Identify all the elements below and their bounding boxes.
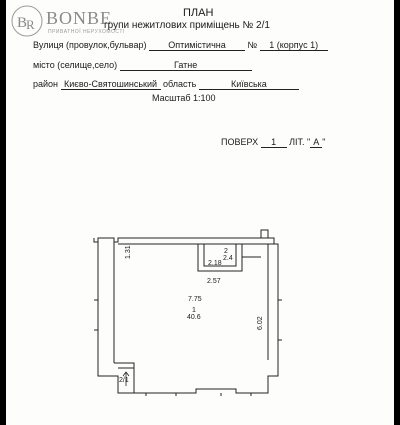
entrance-label: 2/1: [119, 377, 129, 384]
district-value: Києво-Святошинський: [61, 79, 161, 90]
logo-brand: BONBE: [46, 8, 113, 28]
room-1-area: 40.6: [187, 314, 201, 321]
oblast-label: область: [163, 79, 197, 89]
window-top: [261, 230, 268, 238]
dim-room2-width: 2.18: [208, 260, 222, 267]
floor-value: 1: [261, 137, 287, 148]
district-label: район: [33, 79, 59, 89]
room-2-number: 2: [224, 248, 228, 255]
street-value: Оптимістична: [149, 40, 245, 51]
city-value: Гатне: [120, 60, 252, 71]
svg-text:B: B: [17, 15, 28, 31]
number-label: №: [247, 40, 258, 50]
city-label: місто (селище,село): [33, 60, 118, 70]
plan-title: ПЛАН: [183, 7, 214, 19]
lit-value: А: [310, 137, 322, 148]
floor-plan-drawing: [6, 0, 394, 425]
dim-main-width: 2.57: [207, 278, 221, 285]
room-1-number: 1: [192, 307, 196, 314]
svg-text:R: R: [26, 17, 35, 32]
lit-label: ЛІТ. ": [289, 137, 311, 147]
scale-label: Масштаб 1:100: [152, 93, 216, 103]
floor-label: ПОВЕРХ: [221, 137, 259, 147]
dim-main-height: 6.02: [257, 316, 264, 330]
room-2-area: 2.4: [223, 255, 233, 262]
dim-left-top: 1.31: [125, 245, 132, 259]
number-value: 1 (корпус 1): [260, 40, 328, 51]
logo-tagline: ПРИВАТНОЇ НЕРУХОМОСТІ: [48, 29, 125, 35]
plan-document: [6, 0, 394, 425]
dim-main-length: 7.75: [188, 296, 202, 303]
plan-subtitle: групи нежитлових приміщень № 2/1: [104, 20, 270, 31]
outer-wall: [94, 238, 278, 393]
street-label: Вулиця (провулок,бульвар): [33, 40, 147, 50]
lit-close: ": [322, 137, 326, 147]
oblast-value: Київська: [199, 79, 299, 90]
